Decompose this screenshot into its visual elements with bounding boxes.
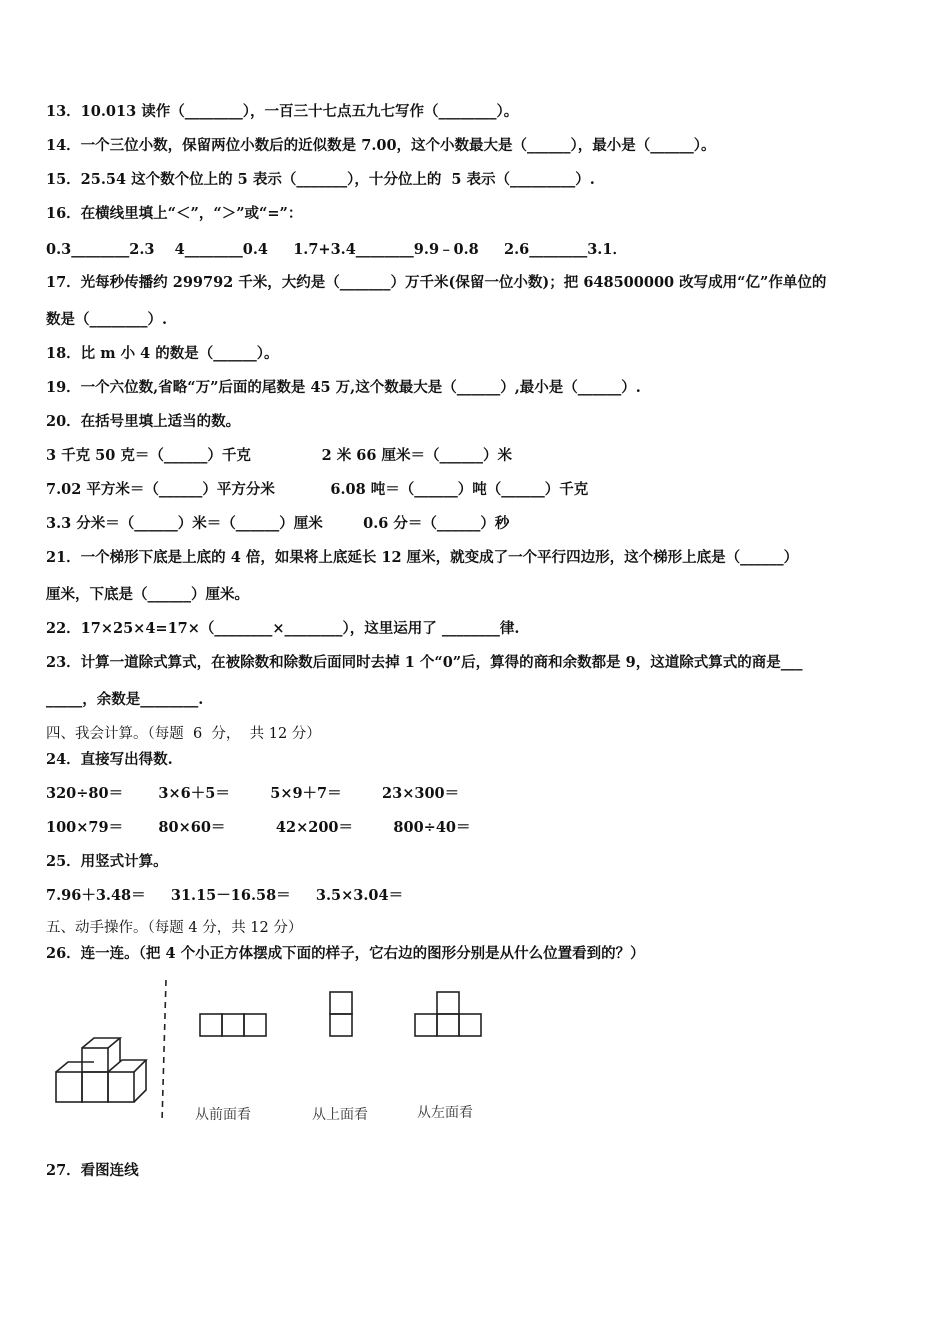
question-23-line1: 23．计算一道除式算式，在被除数和除数后面同时去掉 1 个“0”后，算得的商和余数都是 9，这道除式算式的商是___ — [46, 654, 803, 671]
question-16-items: 0.3________2.3 4________0.4 1.7+3.4________9.9﹣0.8 2.6________3.1． — [46, 241, 627, 258]
front-view-shape — [200, 1014, 266, 1036]
question-24-row2: 100×79＝ 80×60＝ 42×200＝ 800÷40＝ — [46, 819, 471, 836]
question-13: 13．10.013 读作（________），一百三十七点五九七写作（________）。 — [46, 103, 519, 120]
question-21-line1: 21．一个梯形下底是上底的 4 倍，如果将上底延长 12 厘米，就变成了一个平行四边形，这个梯形上底是（______） — [46, 549, 799, 566]
question-23-line2: _____，余数是________. — [46, 691, 204, 708]
question-20-row3: 3.3 分米＝（______）米＝（______）厘米 0.6 分＝（______）秒 — [46, 515, 510, 532]
question-21-line2: 厘米，下底是（______）厘米。 — [46, 586, 249, 603]
caption-top-view: 从上面看 — [312, 1107, 368, 1123]
question-20-row2: 7.02 平方米＝（______）平方分米 6.08 吨＝（______）吨（______）千克 — [46, 481, 589, 498]
question-17-line1: 17．光每秒传播约 299792 千米，大约是（_______）万千米(保留一位小数)；把 648500000 改写成用“亿”作单位的 — [46, 274, 827, 291]
left-view-shape — [415, 992, 481, 1036]
question-20-row1: 3 千克 50 克＝（______）千克 2 米 66 厘米＝（______）米 — [46, 447, 512, 464]
top-view-shape — [330, 992, 352, 1036]
question-15: 15．25.54 这个数个位上的 5 表示（_______），十分位上的 5 表示（_________）. — [46, 171, 595, 188]
cube-views-figure — [40, 972, 520, 1137]
question-24: 24．直接写出得数. — [46, 751, 173, 768]
caption-left-view: 从左面看 — [417, 1105, 473, 1121]
question-22: 22．17×25×4=17×（________×________），这里运用了 ________律. — [46, 620, 520, 637]
question-16: 16．在横线里填上“＜”，“＞”或“=”： — [46, 205, 303, 222]
question-26: 26．连一连。（把 4 个小正方体摆成下面的样子，它右边的图形分别是从什么位置看到的？） — [46, 945, 645, 962]
question-24-row1: 320÷80＝ 3×6＋5＝ 5×9＋7＝ 23×300＝ — [46, 785, 460, 802]
question-25: 25．用竖式计算。 — [46, 853, 168, 870]
question-27: 27．看图连线 — [46, 1162, 139, 1179]
caption-front-view: 从前面看 — [195, 1107, 251, 1123]
question-19: 19．一个六位数,省略“万”后面的尾数是 45 万,这个数最大是（______）,最小是（______）. — [46, 379, 641, 396]
question-14: 14．一个三位小数，保留两位小数后的近似数是 7.00，这个小数最大是（______），最小是（______）。 — [46, 137, 716, 154]
question-20: 20．在括号里填上适当的数。 — [46, 413, 241, 430]
section-4-heading: 四、我会计算。（每题 6 分， 共 12 分） — [46, 726, 321, 742]
question-18: 18．比 m 小 4 的数是（______）。 — [46, 345, 279, 362]
question-17-line2: 数是（________）. — [46, 311, 168, 328]
question-25-row: 7.96＋3.48＝ 31.15－16.58＝ 3.5×3.04＝ — [46, 887, 404, 904]
section-5-heading: 五、动手操作。（每题 4 分，共 12 分） — [46, 920, 303, 936]
